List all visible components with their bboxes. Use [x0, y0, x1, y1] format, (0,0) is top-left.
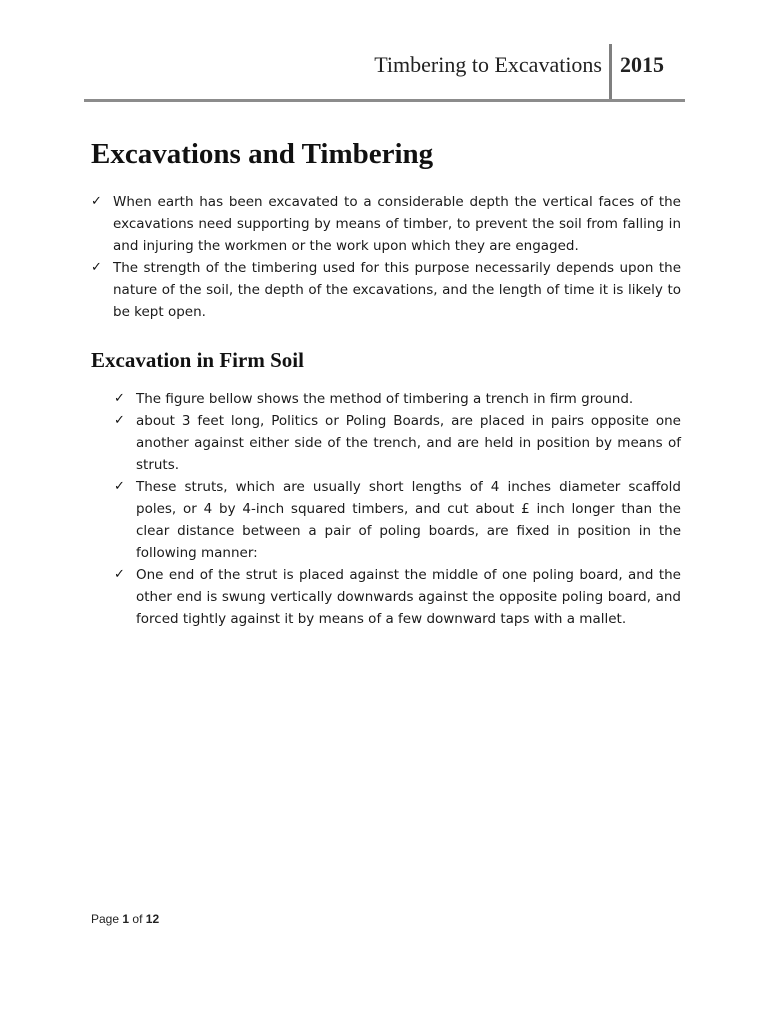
header-year: 2015: [620, 52, 664, 77]
list-item: [114, 476, 681, 564]
list-item: [114, 388, 681, 410]
list-item-text: These struts, which are usually short lengths of 4 inches diameter scaffold poles, or 4 by 4-inch squared timbers, and cut about £ inch longer than the clear distance between a pair of poling boards, are fixed in position in the following manner:: [136, 479, 681, 561]
page-label: Page: [91, 912, 120, 926]
header-title: Timbering to Excavations: [374, 52, 602, 77]
list-item-text: When earth has been excavated to a considerable depth the vertical faces of the excavations need supporting by means of timber, to prevent the soil from falling in and injuring the workmen or the work upon which they are engaged.: [113, 194, 681, 254]
page-header: [84, 44, 685, 102]
checkmark-icon: ✓: [114, 391, 125, 406]
checkmark-icon: ✓: [114, 567, 125, 582]
checkmark-icon: ✓: [91, 260, 102, 275]
checkmark-icon: ✓: [91, 194, 102, 209]
list-item-text: about 3 feet long, Politics or Poling Boards, are placed in pairs opposite one another against either side of the trench, and are held in position by means of struts.: [136, 413, 681, 473]
checkmark-icon: ✓: [114, 413, 125, 428]
list-item-text: The figure bellow shows the method of timbering a trench in firm ground.: [136, 391, 634, 407]
list-item: [91, 257, 681, 323]
page-title: Excavations and Timbering: [91, 138, 434, 170]
document-body: [91, 134, 681, 630]
list-item-text: One end of the strut is placed against the middle of one poling board, and the other end is swung vertically downwards against the opposite poling board, and forced tightly against it by means of a few downward taps with a mallet.: [136, 567, 681, 627]
list-item: [114, 564, 681, 630]
section-heading: Excavation in Firm Soil: [91, 348, 304, 372]
page-current: 1: [122, 912, 130, 926]
list-item: [91, 191, 681, 257]
checkmark-icon: ✓: [114, 479, 125, 494]
page-total: 12: [145, 912, 160, 926]
section-list: [91, 388, 681, 630]
header-divider: [609, 44, 612, 102]
list-item: [114, 410, 681, 476]
list-item-text: The strength of the timbering used for this purpose necessarily depends upon the nature of the soil, the depth of the excavations, and the length of time it is likely to be kept open.: [113, 260, 681, 320]
of-label: of: [132, 912, 143, 926]
intro-list: [91, 191, 681, 323]
header-rule: [84, 99, 685, 102]
page-footer: [91, 912, 159, 926]
